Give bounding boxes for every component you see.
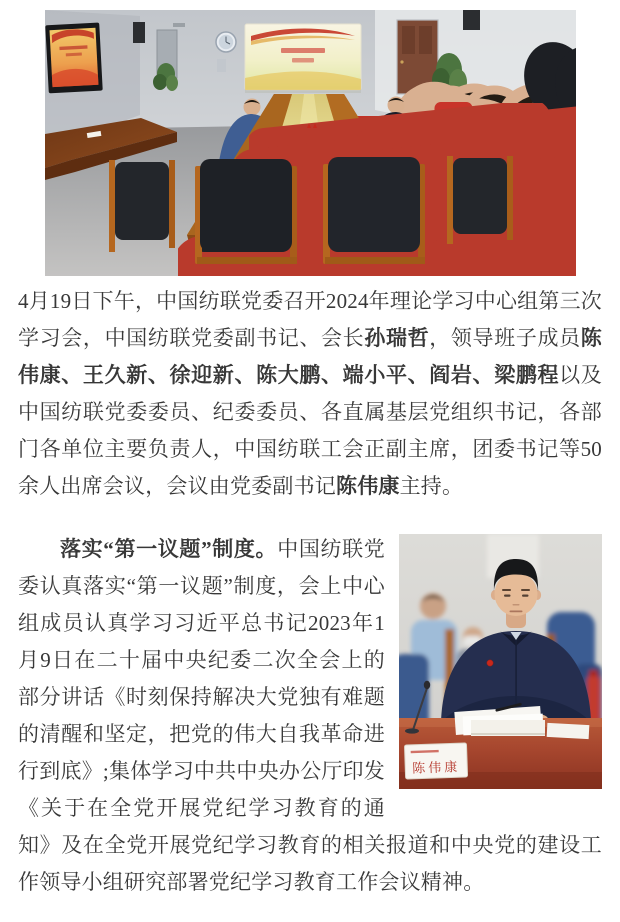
text-run: 中国纺联党委认真落实“第一议题”制度，会上中心组成员认真学习习近平总书记2023年1月9日在二十届中央纪委二次全会上的部分讲话《时刻保持解决大党独有难题的清醒和坚定，把党的伟大自我革命进行到底》;集体学习中共中央办公厅印发《关于在全党开展党纪学习教育的通知》及在全党开展党纪学习教育的相关报道和中央党的建设工作领导小组研究部署党纪学习教育工作会议精神。 [18,537,602,894]
text-run: 主持。 [399,474,464,498]
party-pin [487,660,493,666]
wall-tv-screen [45,23,102,94]
text-run: ，领导班子成员 [429,326,581,350]
text-run: 4月19日下午，中国纺联党委召开2024年理论学习中心组第三次学习会，中国纺联党委副书记、会长 [18,289,602,350]
projection-screen [245,24,361,93]
paragraph-first-topic [18,531,602,901]
bold-run: 孙瑞哲 [364,326,430,350]
bold-run: 落实“第一议题”制度。 [60,537,278,561]
meeting-photo-scene [45,10,576,276]
nameplate [404,743,467,779]
wall-speaker-left [133,22,145,43]
bold-run: 陈伟康 [336,474,400,498]
bold-run: 陈伟康、王久新、徐迎新、陈大鹏、端小平、阎岩、梁鹏程 [18,326,602,387]
wall-speaker-right [463,10,480,30]
nameplate-text: 陈伟康 [412,759,461,776]
portrait-photo[interactable] [399,534,602,789]
portrait-photo-scene [399,534,602,789]
text-run: 以及中国纺联党委委员、纪委委员、各直属基层党组织书记，各部门各单位主要负责人，中国纺联工会正副主席，团委书记等50余人出席会议，会议由党委副书记 [18,363,603,498]
paragraph-intro [18,283,602,505]
meeting-photo[interactable] [45,10,576,276]
